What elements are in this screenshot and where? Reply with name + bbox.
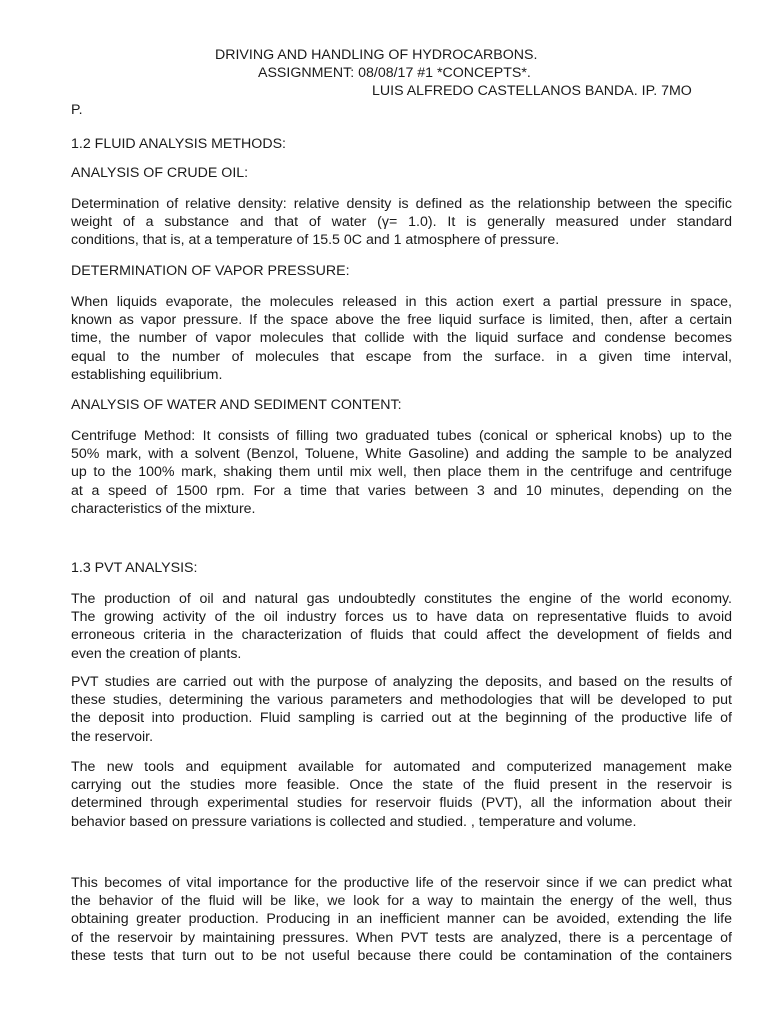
- document-title: DRIVING AND HANDLING OF HYDROCARBONS.: [215, 47, 538, 63]
- text-line: conditions, that is, at a temperature of 15.5 0C and 1 atmosphere of pressure.: [71, 232, 560, 249]
- text-line: Determination of relative density: relative density is defined as the relationship between the specific: [71, 196, 732, 212]
- text-line: up to the 100% mark, shaking them until mix well, then place them in the centrifuge and centrifuge: [71, 464, 732, 481]
- text-line: the reservoir.: [71, 728, 154, 745]
- text-line: establishing equilibrium.: [71, 366, 223, 383]
- document-page: [71, 0, 732, 1024]
- paragraph-new-tools: [71, 758, 732, 831]
- text-line: known as vapor pressure. If the space above the free liquid surface is limited, then, after a certain: [71, 312, 732, 329]
- paragraph-pvt-studies: [71, 673, 732, 746]
- text-line: even the creation of plants.: [71, 645, 242, 662]
- text-line: time, the number of vapor molecules that collide with the liquid surface and condense becomes: [71, 330, 732, 347]
- text-line: The growing activity of the oil industry forces us to have data on representative fluids to avoid: [71, 609, 732, 626]
- assignment-line: ASSIGNMENT: 08/08/17 #1 *CONCEPTS*.: [258, 65, 531, 81]
- text-line: PVT studies are carried out with the purpose of analyzing the deposits, and based on the results of: [71, 674, 732, 690]
- author-line: LUIS ALFREDO CASTELLANOS BANDA. IP. 7MO: [372, 83, 692, 99]
- section-heading-fluid-analysis: 1.2 FLUID ANALYSIS METHODS:: [71, 136, 286, 152]
- paragraph-vapor-pressure: [71, 293, 732, 384]
- text-line: equal to the number of molecules that escape from the surface. in a given time interval,: [71, 348, 732, 365]
- text-line: these studies, determining the various parameters and methodologies that will be developed to put: [71, 692, 732, 709]
- text-line: at a speed of 1500 rpm. For a time that varies between 3 and 10 minutes, depending on the: [71, 482, 732, 499]
- text-line: characteristics of the mixture.: [71, 500, 256, 517]
- subheading-vapor-pressure: DETERMINATION OF VAPOR PRESSURE:: [71, 263, 350, 279]
- text-line: Centrifuge Method: It consists of filling two graduated tubes (conical or spherical knobs) up to the: [71, 428, 732, 444]
- text-line: The production of oil and natural gas undoubtedly constitutes the engine of the world economy.: [71, 591, 732, 607]
- text-line: obtaining greater production. Producing in an inefficient manner can be avoided, extending the life: [71, 911, 732, 928]
- text-line: of the reservoir by maintaining pressures. When PVT tests are analyzed, there is a percentage of: [71, 929, 732, 946]
- subheading-water-sediment: ANALYSIS OF WATER AND SEDIMENT CONTENT:: [71, 397, 402, 413]
- text-line: 50% mark, with a solvent (Benzol, Toluene, White Gasoline) and adding the sample to be analyzed: [71, 446, 732, 463]
- paragraph-vital-importance: [71, 874, 732, 965]
- subheading-crude-oil: ANALYSIS OF CRUDE OIL:: [71, 165, 249, 181]
- text-line: When liquids evaporate, the molecules released in this action exert a partial pressure in space,: [71, 294, 732, 310]
- text-line: carrying out the studies more feasible. Once the state of the fluid present in the reservoir is: [71, 777, 732, 794]
- text-line: these tests that turn out to be not useful because there could be contamination of the containers: [71, 947, 732, 964]
- paragraph-relative-density: [71, 195, 732, 250]
- text-line: weight of a substance and that of water (γ= 1.0). It is generally measured under standard: [71, 214, 732, 231]
- text-line: the behavior of the fluid will be like, we look for a way to maintain the energy of the well, thus: [71, 893, 732, 910]
- paragraph-pvt-intro: [71, 590, 732, 663]
- text-line: This becomes of vital importance for the productive life of the reservoir since if we can predict what: [71, 875, 732, 891]
- author-line-wrap: P.: [71, 102, 83, 118]
- text-line: erroneous criteria in the characterization of fluids that could affect the development of fields and: [71, 627, 732, 644]
- text-line: behavior based on pressure variations is collected and studied. , temperature and volume.: [71, 813, 637, 830]
- text-line: the deposit into production. Fluid sampling is carried out at the beginning of the productive life of: [71, 710, 732, 727]
- text-line: The new tools and equipment available for automated and computerized management make: [71, 759, 732, 775]
- paragraph-centrifuge-method: [71, 427, 732, 518]
- section-heading-pvt-analysis: 1.3 PVT ANALYSIS:: [71, 560, 198, 576]
- text-line: determined through experimental studies for reservoir fluids (PVT), all the information about their: [71, 795, 732, 812]
